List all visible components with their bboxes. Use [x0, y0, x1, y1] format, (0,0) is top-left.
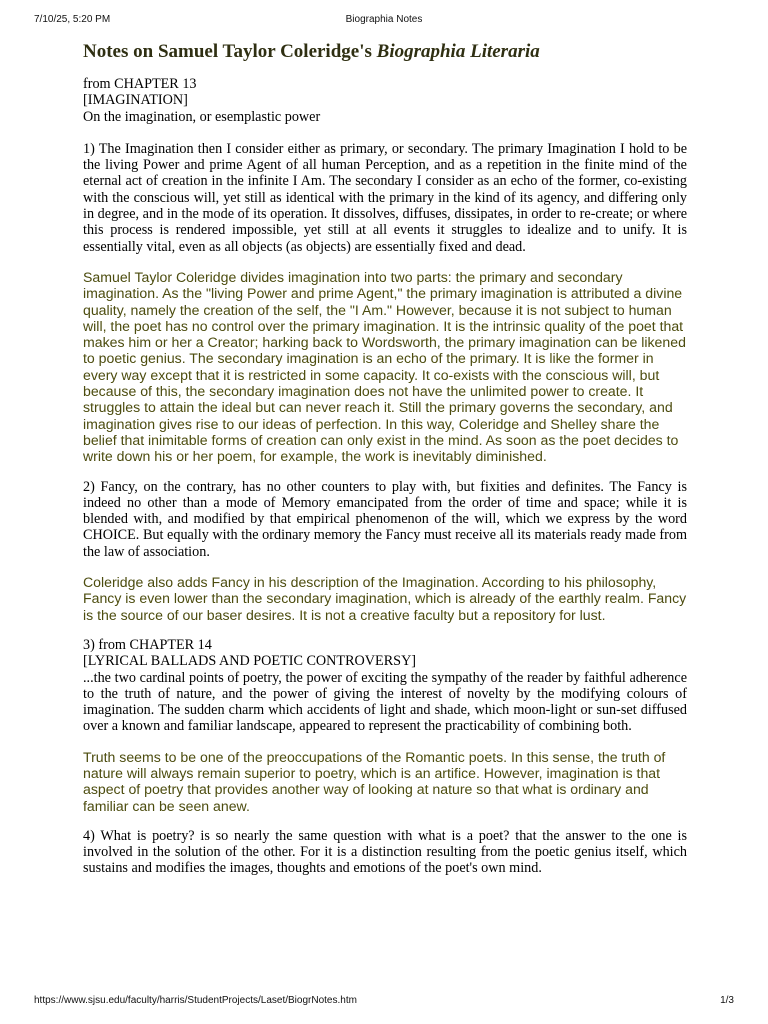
chapter14-heading: [LYRICAL BALLADS AND POETIC CONTROVERSY] — [83, 653, 417, 670]
commentary-3: Truth seems to be one of the preoccupations of the Romantic poets. In this sense, the truth of nature will always remain superior to poetry, which is an artifice. However, imagination is that aspect of poetry that provides another way of looking at nature so that what is ordinary and familiar can be seen anew. — [83, 748, 666, 814]
chapter14-from: 3) from CHAPTER 14 — [83, 636, 212, 653]
commentary-1: Samuel Taylor Coleridge divides imagination into two parts: the primary and secondary imagination. As the "living Power and prime Agent," the primary imagination is attributed a divine quality, namely the creation of the self, the "I Am." However, because it is not subject to human will, the poet has no control over the primary imagination. It is the intrinsic quality of the poet that makes him or her a Creator; harking back to Wordsworth, the primary imagination can be likened to poetic genius. The secondary imagination is an echo of the primary. It is like the former in every way except that it is restricted in some capacity. It co-exists with the conscious will, but because of this, the secondary imagination does not have the unlimited power to create. It struggles to attain the ideal but can never reach it. Still the primary governs the secondary, and imagination gives rise to our ideas of perfection. In this way, Coleridge and Shelley share the belief that inimitable forms of creation can only exist in the mind. As soon as the poet decides to write down his or her poem, for example, the work is inevitably diminished. — [83, 268, 686, 465]
quote-1: 1) The Imagination then I consider either as primary, or secondary. The primary Imagination I hold to be the living Power and prime Agent of all human Perception, and as a repetition in the finite mind of the eternal act of creation in the infinite I Am. The secondary I consider as an echo of the former, co-existing with the conscious will, yet still as identical with the primary in the kind of its agency, and differing only in degree, and in the mode of its operation. It dissolves, diffuses, dissipates, in order to re-create; or where this process is rendered impossible, yet still at all events it struggles to idealize and to unify. It is essentially vital, even as all objects (as objects) are essentially fixed and dead. — [83, 140, 687, 255]
chapter13-heading-block — [83, 76, 687, 125]
chapter13-heading: [IMAGINATION] — [83, 92, 188, 109]
print-page-title: Biographia Notes — [345, 14, 423, 25]
print-footer — [34, 995, 734, 1009]
chapter13-subheading: On the imagination, or esemplastic power — [83, 108, 321, 125]
title-italic: Biographia Literaria — [376, 41, 540, 62]
title-main: Notes on Samuel Taylor Coleridge's — [83, 41, 377, 62]
commentary-2: Coleridge also adds Fancy in his description of the Imagination. According to his philosophy, Fancy is even lower than the secondary imagination, which is already of the earthly realm. Fancy is the source of our baser desires. It is not a creative faculty but a repository for lust. — [83, 574, 687, 623]
page-title — [83, 40, 687, 64]
print-page-number: 1/3 — [720, 995, 734, 1006]
quote-2: 2) Fancy, on the contrary, has no other counters to play with, but fixities and definites. The Fancy is indeed no other than a mode of Memory emancipated from the order of time and space; while it is blended with, and modified by that empirical phenomenon of the will, which we express by the word CHOICE. But equally with the ordinary memory the Fancy must receive all its materials ready made from the law of association. — [83, 478, 687, 560]
print-header — [34, 14, 734, 28]
print-datetime: 7/10/25, 5:20 PM — [34, 14, 111, 25]
chapter14-heading-block — [83, 637, 687, 670]
quote-3: ...the two cardinal points of poetry, the power of exciting the sympathy of the reader by faithful adherence to the truth of nature, and the power of giving the interest of novelty by the modifying colours of imagination. The sudden charm which accidents of light and shade, which moon-light or sun-set diffused over a known and familiar landscape, appeared to represent the practicability of combining both. — [83, 669, 687, 735]
document-body — [83, 40, 687, 877]
quote-4: 4) What is poetry? is so nearly the same question with what is a poet? that the answer to the one is involved in the solution of the other. For it is a distinction resulting from the poetic genius itself, which sustains and modifies the images, thoughts and emotions of the poet's own mind. — [83, 827, 687, 877]
chapter13-from: from CHAPTER 13 — [83, 76, 197, 92]
print-url: https://www.sjsu.edu/faculty/harris/StudentProjects/Laset/BiogrNotes.htm — [34, 995, 357, 1006]
